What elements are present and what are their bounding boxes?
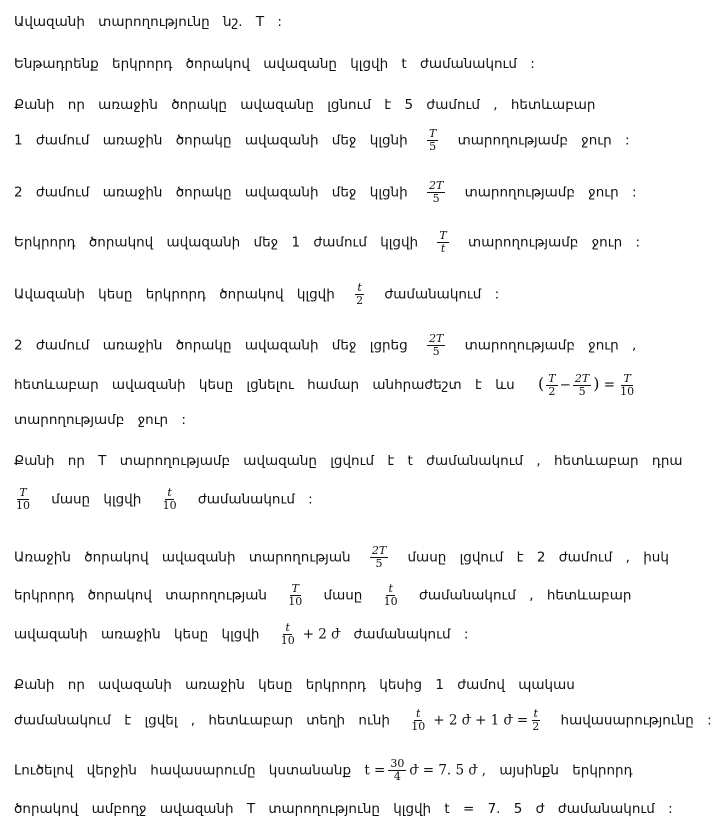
fraction-t-over-10: $\frac{t}{10}$ bbox=[280, 621, 295, 647]
fraction-2t-over-5: $\frac{2T}{5}$ bbox=[371, 544, 387, 570]
filled-two-hours-line: 2 ժամում առաջին ծորակը ավազանի մեջ լցրեց $\frac{2T}{5}$ տարողությամբ ջուր , bbox=[14, 332, 637, 358]
fraction-t-over-2: $\frac{T}{2}$ bbox=[548, 372, 556, 398]
fraction-t-over-10: $\frac{t}{10}$ bbox=[411, 707, 426, 733]
fraction-2t-over-5: $\frac{2T}{5}$ bbox=[574, 372, 590, 398]
fraction-t-over-10: $\frac{T}{10}$ bbox=[288, 582, 303, 608]
equation-line: ժամանակում է լցվել , հետևաբար տեղի ունի $\frac{t}{10}$ + 2 ժ + 1 ժ = $\frac{t}{2}$ հավասարությունը : bbox=[14, 707, 712, 733]
fraction-t-over-t: $\frac{T}{t}$ bbox=[439, 229, 447, 255]
assumption-line: Ենթադրենք երկրորդ ծորակով ավազանը կլցվի t ժամանակում : bbox=[14, 56, 535, 72]
half-pool-line: Ավազանի կեսը երկրորդ ծորակով կլցվի $\frac{t}{2}$ ժամանակում : bbox=[14, 281, 500, 307]
tenth-part-line: $\frac{T}{10}$ մասը կլցվի $\frac{t}{10}$ ժամանակում : bbox=[16, 486, 313, 512]
volume-label-line: տարողությամբ ջուր : bbox=[14, 412, 186, 428]
comparison-line: Քանի որ ավազանի առաջին կեսը երկրորդ կեսից 1 ժամով պակաս bbox=[14, 677, 575, 693]
second-tap-part-line: երկրորդ ծորակով տարողության $\frac{T}{10}$ մասը $\frac{t}{10}$ ժամանակում , հետևաբար bbox=[14, 582, 632, 608]
fraction-t-over-10: $\frac{T}{10}$ bbox=[620, 372, 635, 398]
fraction-t-over-2: $\frac{t}{2}$ bbox=[356, 281, 364, 307]
reasoning-line: Քանի որ առաջին ծորակը ավազանը լցնում է 5 ժամում , հետևաբար bbox=[14, 97, 596, 113]
first-half-time-line: ավազանի առաջին կեսը կլցվի $\frac{t}{10}$ + 2 ժ ժամանակում : bbox=[14, 621, 469, 647]
conclusion-line: ծորակով ամբողջ ավազանի T տարողությունը կլցվի t = 7. 5 ժ ժամանակում : bbox=[14, 801, 673, 817]
fraction-t-over-10: $\frac{t}{10}$ bbox=[162, 486, 177, 512]
fraction-t-over-10: $\frac{t}{10}$ bbox=[383, 582, 398, 608]
fraction-t-over-10: $\frac{T}{10}$ bbox=[16, 486, 30, 512]
one-hour-line: 1 ժամում առաջին ծորակը ավազանի մեջ կլցնի $\frac{T}{5}$ տարողությամբ ջուր : bbox=[14, 127, 630, 153]
solution-line: Լուծելով վերջին հավասարումը կստանանք t = $\frac{30}{4}$ ժ = 7. 5 ժ , այսինքն երկրորդ bbox=[14, 757, 633, 783]
problem-statement: Ավազանի տարողությունը նշ. T : bbox=[14, 14, 282, 30]
fraction-2t-over-5: $\frac{2T}{5}$ bbox=[428, 179, 444, 205]
proportion-line: Քանի որ T տարողությամբ ավազանը լցվում է t ժամանակում , հետևաբար դրա bbox=[14, 453, 683, 469]
fraction-30-over-4: $\frac{30}{4}$ bbox=[390, 757, 405, 783]
fraction-t-over-2: $\frac{t}{2}$ bbox=[532, 707, 540, 733]
first-tap-part-line: Առաջին ծորակով ավազանի տարողության $\frac{2T}{5}$ մասը լցվում է 2 ժամում , իսկ bbox=[14, 544, 669, 570]
fraction-t-over-5: $\frac{T}{5}$ bbox=[428, 127, 437, 153]
fraction-2t-over-5: $\frac{2T}{5}$ bbox=[428, 332, 444, 358]
remaining-volume-line: հետևաբար ավազանի կեսը լցնելու համար անհրաժեշտ է ևս ( $\frac{T}{2}$ − $\frac{2T}{5}$ ) = $\frac{T}{10}$ bbox=[14, 372, 635, 398]
second-tap-rate-line: Երկրորդ ծորակով ավազանի մեջ 1 ժամում կլցվի $\frac{T}{t}$ տարողությամբ ջուր : bbox=[14, 229, 641, 255]
two-hours-line: 2 ժամում առաջին ծորակը ավազանի մեջ կլցնի $\frac{2T}{5}$ տարողությամբ ջուր : bbox=[14, 179, 637, 205]
